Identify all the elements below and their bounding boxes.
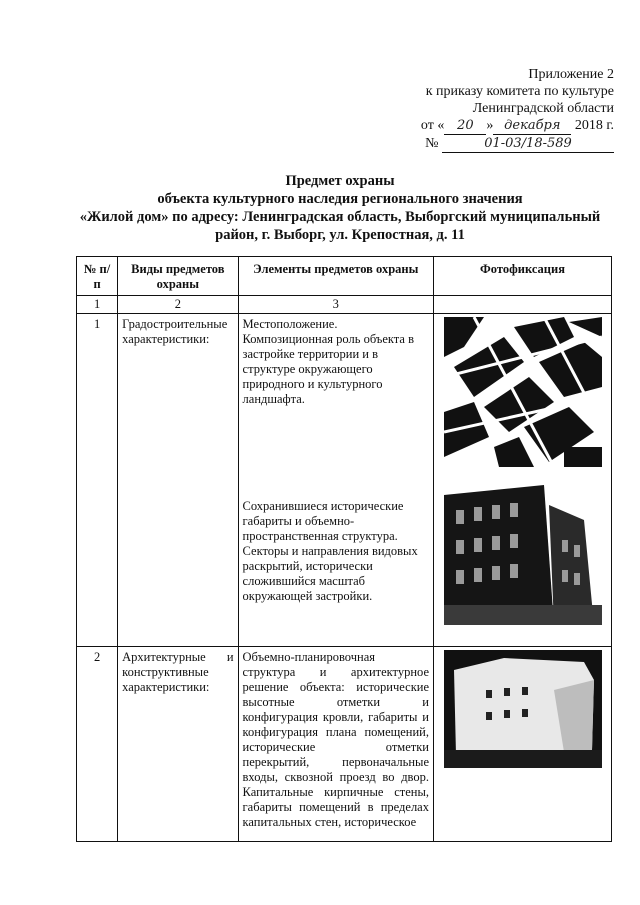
document-title	[60, 172, 620, 244]
header-photo: Фотофиксация	[434, 257, 612, 296]
number-label: №	[425, 136, 439, 151]
column-number-3: 3	[238, 296, 433, 314]
protection-table	[76, 256, 612, 842]
header-type: Виды предметов охраны	[118, 257, 238, 296]
appendix-number-line	[374, 135, 614, 153]
street-facade-photo	[444, 485, 602, 625]
handwritten-day: 20	[444, 117, 486, 135]
building-facade-photo	[444, 650, 602, 768]
title-line-1: Предмет охраны	[285, 173, 395, 189]
row-type: Градостроительные характеристики:	[118, 314, 238, 647]
table-header-row	[77, 257, 612, 296]
column-number-4	[434, 296, 612, 314]
appendix-title: Приложение 2	[528, 67, 614, 82]
row-type: Архитектурные и конструктивные характеристики:	[118, 647, 238, 842]
column-number-row	[77, 296, 612, 314]
table-row	[77, 314, 612, 647]
handwritten-month: декабря	[493, 117, 571, 135]
column-number-2: 2	[118, 296, 238, 314]
title-line-4: район, г. Выборг, ул. Крепостная, д. 11	[215, 227, 465, 243]
appendix-block	[374, 66, 614, 153]
row-elements-location: Местоположение. Композиционная роль объекта в застройке территории и в структуре окружающего природного и культурного ландшафта.	[242, 317, 414, 406]
header-num: № п/п	[77, 257, 118, 296]
row-number: 1	[77, 314, 118, 647]
title-line-2: объекта культурного наследия регионального значения	[157, 191, 523, 207]
date-quote-close: »	[486, 118, 494, 133]
appendix-committee-line: Ленинградской области	[472, 101, 614, 116]
row-photos	[434, 647, 612, 842]
aerial-map-photo	[444, 317, 602, 467]
row-photos	[434, 314, 612, 647]
row-number: 2	[77, 647, 118, 842]
table-row	[77, 647, 612, 842]
appendix-order-line: к приказу комитета по культуре	[425, 84, 614, 99]
row-elements	[238, 314, 433, 647]
row-elements: Объемно-планировочная структура и архитектурное решение объекта: исторические высотные отметки и конфигурация кровли, габариты и конфигурация плана помещений, исторические отметки перекрытий, первоначальные входы, сквозной проезд во двор. Капитальные кирпичные стены, габариты помещений в пределах капитальных стен, историческое	[238, 647, 433, 842]
appendix-date-line	[374, 117, 614, 135]
row-elements-dimensions: Сохранившиеся исторические габариты и объемно-пространственная структура. Секторы и направления видовых раскрытий, исторически сложившийся масштаб окружающей застройки.	[242, 499, 418, 603]
column-number-1: 1	[77, 296, 118, 314]
date-year: 2018 г.	[574, 118, 614, 133]
header-elements: Элементы предметов охраны	[238, 257, 433, 296]
handwritten-number: 01-03/18-589	[442, 135, 614, 153]
title-line-3: «Жилой дом» по адресу: Ленинградская область, Выборгский муниципальный	[79, 209, 601, 225]
date-prefix: от «	[420, 118, 445, 133]
